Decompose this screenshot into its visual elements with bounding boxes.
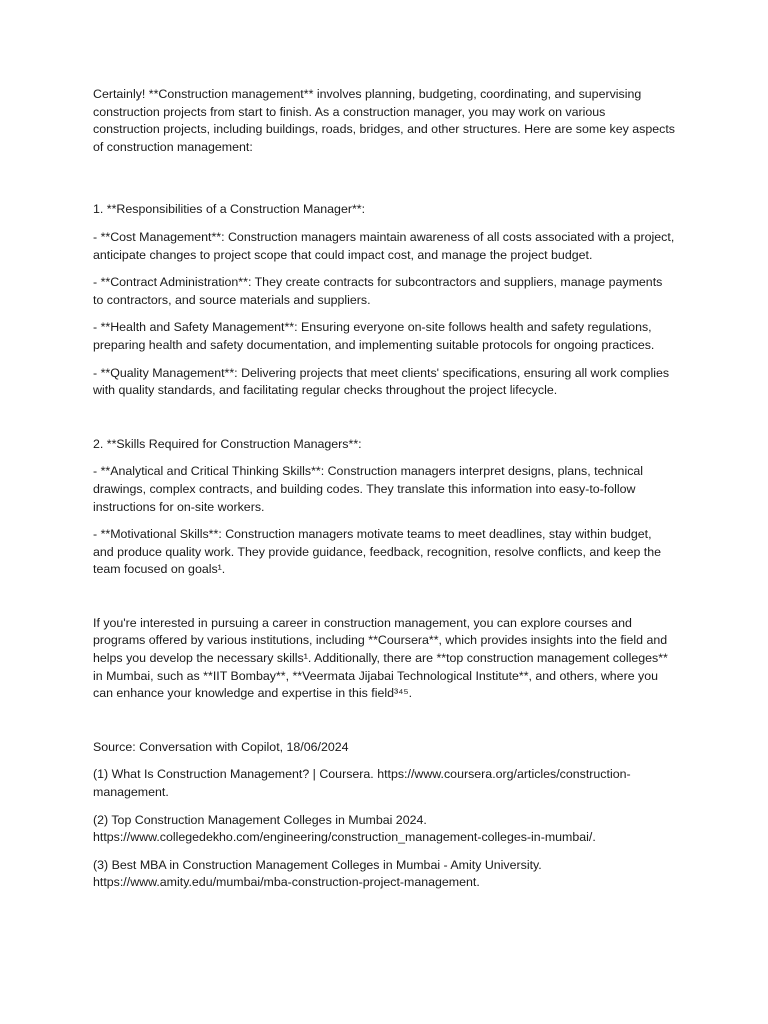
bullet-cost-management: - **Cost Management**: Construction managers maintain awareness of all costs associated with a project, anticipate changes to project scope that could impact cost, and manage the project budget.: [93, 229, 675, 262]
section-1-heading: 1. **Responsibilities of a Construction Manager**:: [93, 202, 366, 217]
section-2-heading: 2. **Skills Required for Construction Managers**:: [93, 436, 362, 451]
bullet-analytical-skills: - **Analytical and Critical Thinking Skills**: Construction managers interpret designs, plans, technical drawings, complex contracts, and building codes. They translate this information into easy-to-follow instructions for on-site workers.: [93, 464, 644, 514]
bullet-motivational-skills: - **Motivational Skills**: Construction managers motivate teams to meet deadlines, stay within budget, and produce quality work. They provide guidance, feedback, recognition, resolve conflicts, and keep the team focused on goals¹.: [93, 527, 662, 577]
document-page: [93, 86, 675, 902]
closing-paragraph: If you're interested in pursuing a career in construction management, you can explore courses and programs offered by various institutions, including **Coursera**, which provides insights into the field and helps you develop the necessary skills¹. Additionally, there are **top construction management colleges** in Mumbai, such as **IIT Bombay**, **Veermata Jijabai Technological Institute**, and others, where you can enhance your knowledge and expertise in this field³⁴⁵.: [93, 615, 668, 701]
reference-1: (1) What Is Construction Management? | Coursera. https://www.coursera.org/articles/construction-management.: [93, 767, 631, 800]
source-line: Source: Conversation with Copilot, 18/06/2024: [93, 739, 349, 754]
intro-paragraph: Certainly! **Construction management** involves planning, budgeting, coordinating, and supervising construction projects from start to finish. As a construction manager, you may work on various construction projects, including buildings, roads, bridges, and other structures. Here are some key aspects of construction management:: [93, 87, 675, 154]
reference-3: (3) Best MBA in Construction Management Colleges in Mumbai - Amity University. https://www.amity.edu/mumbai/mba-construction-project-management.: [93, 857, 542, 890]
reference-2: (2) Top Construction Management Colleges in Mumbai 2024. https://www.collegedekho.com/engineering/construction_management-colleges-in-mumbai/.: [93, 812, 596, 845]
bullet-quality-management: - **Quality Management**: Delivering projects that meet clients' specifications, ensuring all work complies with quality standards, and facilitating regular checks throughout the project lifecycle.: [93, 365, 670, 398]
bullet-health-safety: - **Health and Safety Management**: Ensuring everyone on-site follows health and safety regulations, preparing health and safety documentation, and implementing suitable protocols for ongoing practices.: [93, 320, 655, 352]
bullet-contract-administration: - **Contract Administration**: They create contracts for subcontractors and suppliers, manage payments to contractors, and source materials and suppliers.: [93, 275, 663, 307]
